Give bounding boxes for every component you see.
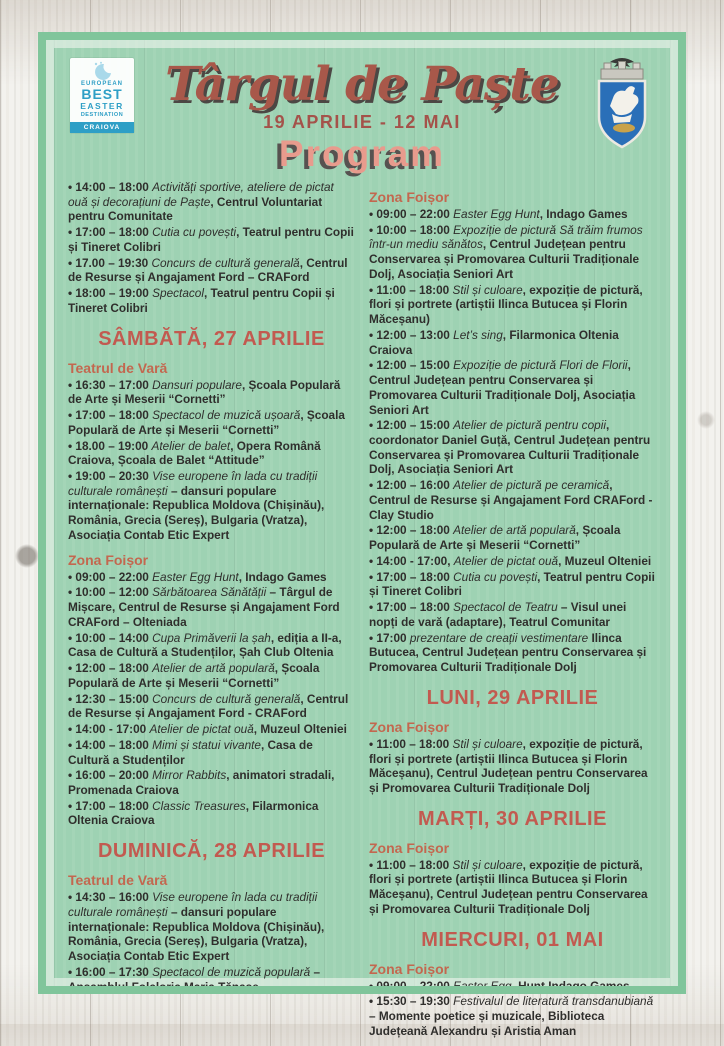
event-title: Spectacol de muzică ușoară — [152, 408, 301, 423]
badge-line-destination: DESTINATION — [80, 112, 124, 119]
event-organizer: , Centrul Județean pentru Conservarea și Promovarea Culturii Tradiționale Dolj, Asociația Seniori Art — [369, 358, 636, 417]
zone-heading: Zona Foișor — [369, 189, 450, 205]
event-time: • 17:00 — [369, 630, 410, 645]
event-title: Cutia cu povești — [152, 225, 237, 240]
poster-header — [66, 52, 658, 180]
event-time: • 12:30 – 15:00 — [68, 691, 153, 706]
event-time: • 09:00 – 22:00 — [369, 207, 454, 221]
event-organizer: , Hunt Indago Games — [511, 978, 630, 993]
event-time: • 17:00 – 18:00 — [369, 600, 454, 615]
event-item — [68, 225, 355, 254]
event-title: Atelier de pictat ouă — [453, 553, 559, 568]
zone-heading: Zona Foișor — [68, 551, 149, 568]
event-organizer: , Teatrul pentru Copii și Tineret Colibri — [68, 225, 354, 254]
event-time: • 11:00 – 18:00 — [369, 857, 453, 872]
event-item — [68, 768, 355, 797]
event-time: • 12:00 – 18:00 — [68, 661, 153, 676]
event-organizer: , Casa de Cultură a Studenților — [68, 737, 313, 767]
day-heading: MIERCURI, 01 MAI — [421, 928, 604, 951]
poster-content — [54, 48, 670, 1046]
event-time: • 11:00 – 18:00 — [369, 282, 453, 297]
event-item — [68, 890, 355, 964]
event-organizer: Ilinca Butucea, Centrul Județean pentru Conservarea și Promovarea Culturii Tradiționale Dolj — [369, 630, 647, 675]
event-title: Easter Egg Hunt — [152, 569, 239, 584]
european-best-easter-destination-badge — [70, 58, 134, 133]
event-time: • 14:00 – 18:00 — [68, 180, 153, 194]
event-organizer: , Teatrul pentru Copii și Tineret Colibri — [369, 569, 655, 599]
event-title: Expoziție de pictură Flori de Florii — [453, 358, 628, 373]
event-organizer: , Școala Populară de Arte și Meserii “Cornetti” — [68, 377, 341, 407]
event-time: • 12:00 – 15:00 — [369, 358, 454, 373]
event-item — [369, 478, 656, 522]
event-item — [68, 585, 355, 629]
event-item — [369, 631, 656, 675]
program-columns — [66, 180, 658, 1040]
event-title: Atelier de pictură pentru copii — [453, 418, 606, 433]
event-time: • 16:00 – 20:00 — [68, 768, 153, 783]
event-title: Mimi și statui vivante — [152, 737, 261, 752]
event-item — [369, 554, 656, 569]
day-heading: MARȚI, 30 APRILIE — [418, 807, 607, 830]
event-time: • 12:00 – 13:00 — [369, 327, 454, 342]
event-time: • 14:00 - 17:00, — [369, 553, 454, 568]
poster-title: Târgul de Paște — [165, 57, 559, 112]
event-organizer: , expoziție de pictură, flori și portrete (artiștii Ilinca Butucea și Florin Măceșanu), Centrul Județean pentru Conservarea și Promovarea Culturii Tradiționale Dolj — [369, 857, 648, 916]
event-organizer: , Indago Games — [238, 569, 327, 584]
event-item — [68, 378, 355, 407]
event-organizer: , Centrul Județean pentru Conservarea și Promovarea Culturii Tradiționale Dolj, Asociația Seniori Art — [369, 237, 640, 281]
event-title: Mirror Rabbits — [152, 768, 227, 783]
event-title: Spectacol de Teatru — [453, 600, 558, 615]
event-item — [369, 737, 656, 796]
event-title: Vise europene în lada cu tradiții culturale românești — [68, 469, 318, 498]
event-title: Concurs de cultură generală — [151, 255, 300, 270]
event-item — [68, 692, 355, 721]
event-item — [68, 570, 355, 585]
event-title: Spectacol — [152, 286, 204, 301]
event-organizer: , Școala Populară de Arte și Meserii “Cornetti” — [68, 408, 345, 437]
event-time: • 14:00 - 17:00 — [68, 722, 150, 737]
event-time: • 12:00 – 18:00 — [369, 523, 454, 538]
green-poster-panel — [46, 40, 678, 1038]
event-title: Cupa Primăverii la șah — [152, 630, 271, 645]
event-item — [369, 207, 656, 222]
event-item — [369, 858, 656, 917]
event-title: Spectacol de muzică populară — [152, 964, 311, 979]
bunny-crescent-icon — [90, 61, 114, 81]
event-item — [68, 256, 355, 285]
event-time: • 16:30 – 17:00 — [68, 377, 153, 392]
event-organizer: , Centrul de Resurse și Angajament Ford CRAFord - Clay Studio — [369, 478, 653, 522]
event-item — [369, 994, 656, 1038]
event-item — [68, 469, 355, 543]
event-title: Sărbătoarea Sănătății — [152, 585, 267, 600]
event-title: Atelier de artă populară — [152, 661, 275, 676]
event-organizer: , Muzeul Olteniei — [253, 722, 347, 737]
zone-heading: Zona Foișor — [369, 960, 450, 977]
program-heading: Program — [278, 133, 446, 175]
event-time: • 15:30 – 19:30 — [369, 994, 454, 1009]
event-organizer: – dansuri populare internaționale: Republica Moldova (Chișinău), România, Grecia (Sereș), Bulgaria (Vratza), Asociația Contab Etic Expert — [68, 904, 325, 964]
program-column-left — [68, 180, 355, 1040]
event-time: • 09:00 – 22:00 — [369, 978, 454, 993]
event-item — [68, 722, 355, 737]
event-item — [68, 439, 355, 468]
event-item — [68, 180, 355, 224]
event-item — [369, 979, 656, 994]
event-item — [68, 286, 355, 315]
event-organizer: , Centrul Voluntariat pentru Comunitate — [68, 194, 323, 224]
event-title: Atelier de balet — [151, 438, 231, 453]
event-item — [369, 570, 656, 599]
event-time: • 10:00 – 14:00 — [68, 630, 153, 645]
title-block — [66, 52, 658, 175]
event-item — [369, 223, 656, 282]
event-organizer: , Școala Populară de Arte și Meserii “Cornetti” — [369, 523, 621, 553]
event-organizer: , animatori stradali, Promenada Craiova — [68, 768, 335, 797]
event-organizer: – dansuri populare internaționale: Republica Moldova (Chișinău), România, Grecia (Sereș), Bulgaria (Vratza), Asociația Contab Etic Expert — [68, 483, 325, 542]
event-item — [369, 418, 656, 477]
event-item — [369, 523, 656, 552]
badge-line-european: EUROPEAN — [80, 81, 123, 87]
event-organizer: , Indago Games — [539, 207, 628, 221]
event-organizer: , Școala Populară de Arte și Meserii “Cornetti” — [68, 661, 320, 690]
event-time: • 12:00 – 15:00 — [369, 418, 454, 433]
event-title: Stil și culoare — [452, 282, 523, 297]
event-organizer: , expoziție de pictură, flori și portrete (artiștii Ilinca Butucea și Florin Măceșanu) — [369, 282, 643, 327]
event-organizer: , Centrul de Resurse și Angajament Ford – CRAFord — [68, 255, 348, 285]
day-heading: DUMINICĂ, 28 APRILIE — [97, 840, 326, 863]
day-heading: SÂMBĂTĂ, 27 APRILIE — [98, 327, 325, 350]
event-item — [68, 738, 355, 767]
event-organizer: , ediția a II-a, Casa de Cultură a Studenților, Șah Club Oltenia — [68, 630, 342, 660]
event-time: • 12:00 – 16:00 — [369, 478, 454, 493]
event-organizer: , Teatrul pentru Copii și Tineret Colibri — [68, 286, 335, 315]
poster-date-range: 19 APRILIE - 12 MAI — [263, 112, 461, 133]
program-column-right — [369, 180, 656, 1040]
zone-heading: Zona Foișor — [369, 718, 450, 735]
event-title: Festivalul de literatură transdanubiană — [453, 994, 654, 1009]
event-item — [68, 631, 355, 660]
event-time: • 17:00 – 18:00 — [68, 225, 153, 240]
event-time: • 18:00 – 19:00 — [68, 286, 153, 301]
event-time: • 17:00 – 18:00 — [68, 798, 153, 813]
zone-heading: Teatrul de Vară — [68, 872, 168, 889]
event-title: Expoziție de pictură Să trăim frumos într-un mediu sănătos — [369, 222, 643, 252]
event-title: prezentare de creații vestimentare — [409, 630, 589, 645]
event-title: Cutia cu povești — [453, 569, 538, 584]
event-time: • 16:00 – 17:30 — [68, 964, 153, 979]
event-time: • 10:00 – 12:00 — [68, 585, 153, 600]
event-organizer: , Opera Română Craiova, Școala de Balet “Attitude” — [68, 438, 321, 468]
event-title: Atelier de pictat ouă — [149, 722, 254, 737]
event-time: • 18.00 – 19:00 — [68, 438, 152, 453]
event-organizer: , Filarmonica Oltenia Craiova — [369, 327, 619, 357]
event-time: • 19:00 – 20:30 — [68, 469, 153, 484]
event-organizer: – Momente poetice și muzicale, Biblioteca Județeană Alexandru și Aristia Aman — [369, 1009, 605, 1038]
event-title: Let’s sing — [453, 327, 503, 342]
event-item — [369, 328, 656, 357]
badge-line-best: BEST — [81, 86, 123, 102]
event-organizer: – Târgul de Mișcare, Centrul de Resurse și Angajament Ford CRAFord – Olteniada — [68, 585, 340, 629]
event-time: • 14:00 – 18:00 — [68, 737, 153, 752]
craiova-coat-of-arms — [586, 54, 658, 158]
event-title: Easter Egg — [453, 978, 512, 993]
event-title: Vise europene în lada cu tradiții culturale românești — [68, 890, 318, 919]
event-organizer: , Muzeul Olteniei — [558, 553, 652, 568]
event-organizer: – Ansamblul Folcloric Maria Tănase — [68, 964, 321, 994]
event-item — [369, 600, 656, 629]
zone-heading: Zona Foișor — [369, 839, 450, 856]
event-item — [68, 661, 355, 690]
event-item — [369, 358, 656, 417]
event-time: • 14:30 – 16:00 — [68, 890, 153, 905]
event-organizer: , Filarmonica Oltenia Craiova — [68, 798, 319, 828]
event-organizer: – Visul unei nopți de vară (adaptare), Teatrul Comunitar — [369, 600, 627, 629]
zone-heading: Teatrul de Vară — [68, 359, 168, 376]
event-item — [68, 799, 355, 828]
event-title: Concurs de cultură generală — [152, 691, 301, 706]
event-organizer: , expoziție de pictură, flori și portrete (artiștii Ilinca Butucea și Florin Măceșanu), Centrul Județean pentru Conservarea și Promovarea Culturii Tradiționale Dolj — [369, 736, 648, 795]
event-time: • 09:00 – 22:00 — [68, 569, 153, 584]
event-title: Dansuri populare — [152, 377, 242, 392]
event-time: • 10:00 – 18:00 — [369, 222, 454, 237]
event-title: Classic Treasures — [152, 798, 246, 813]
event-title: Easter Egg Hunt — [453, 207, 540, 221]
event-time: • 11:00 – 18:00 — [369, 736, 453, 751]
event-item — [68, 965, 355, 994]
event-time: • 17:00 – 18:00 — [369, 569, 454, 584]
event-organizer: , coordonator Daniel Guță, Centrul Județean pentru Conservarea și Promovarea Culturii Tradiționale Dolj, Asociația Seniori Art — [369, 418, 651, 477]
event-item — [68, 408, 355, 437]
event-time: • 17.00 – 19:30 — [68, 255, 152, 270]
event-title: Stil și culoare — [452, 857, 523, 872]
event-title: Stil și culoare — [452, 736, 523, 751]
badge-footer-craiova: CRAIOVA — [70, 122, 134, 133]
event-title: Activități sportive, ateliere de pictat ouă și decorațiuni de Paște — [68, 180, 334, 209]
event-title: Atelier de pictură pe ceramică — [453, 478, 610, 493]
badge-line-easter: EASTER — [80, 101, 124, 111]
event-time: • 17:00 – 18:00 — [68, 408, 153, 423]
day-heading: LUNI, 29 APRILIE — [426, 686, 599, 709]
event-title: Atelier de artă populară — [453, 523, 576, 538]
event-item — [369, 283, 656, 327]
event-organizer: , Centrul de Resurse și Angajament Ford - CRAFord — [68, 691, 349, 721]
